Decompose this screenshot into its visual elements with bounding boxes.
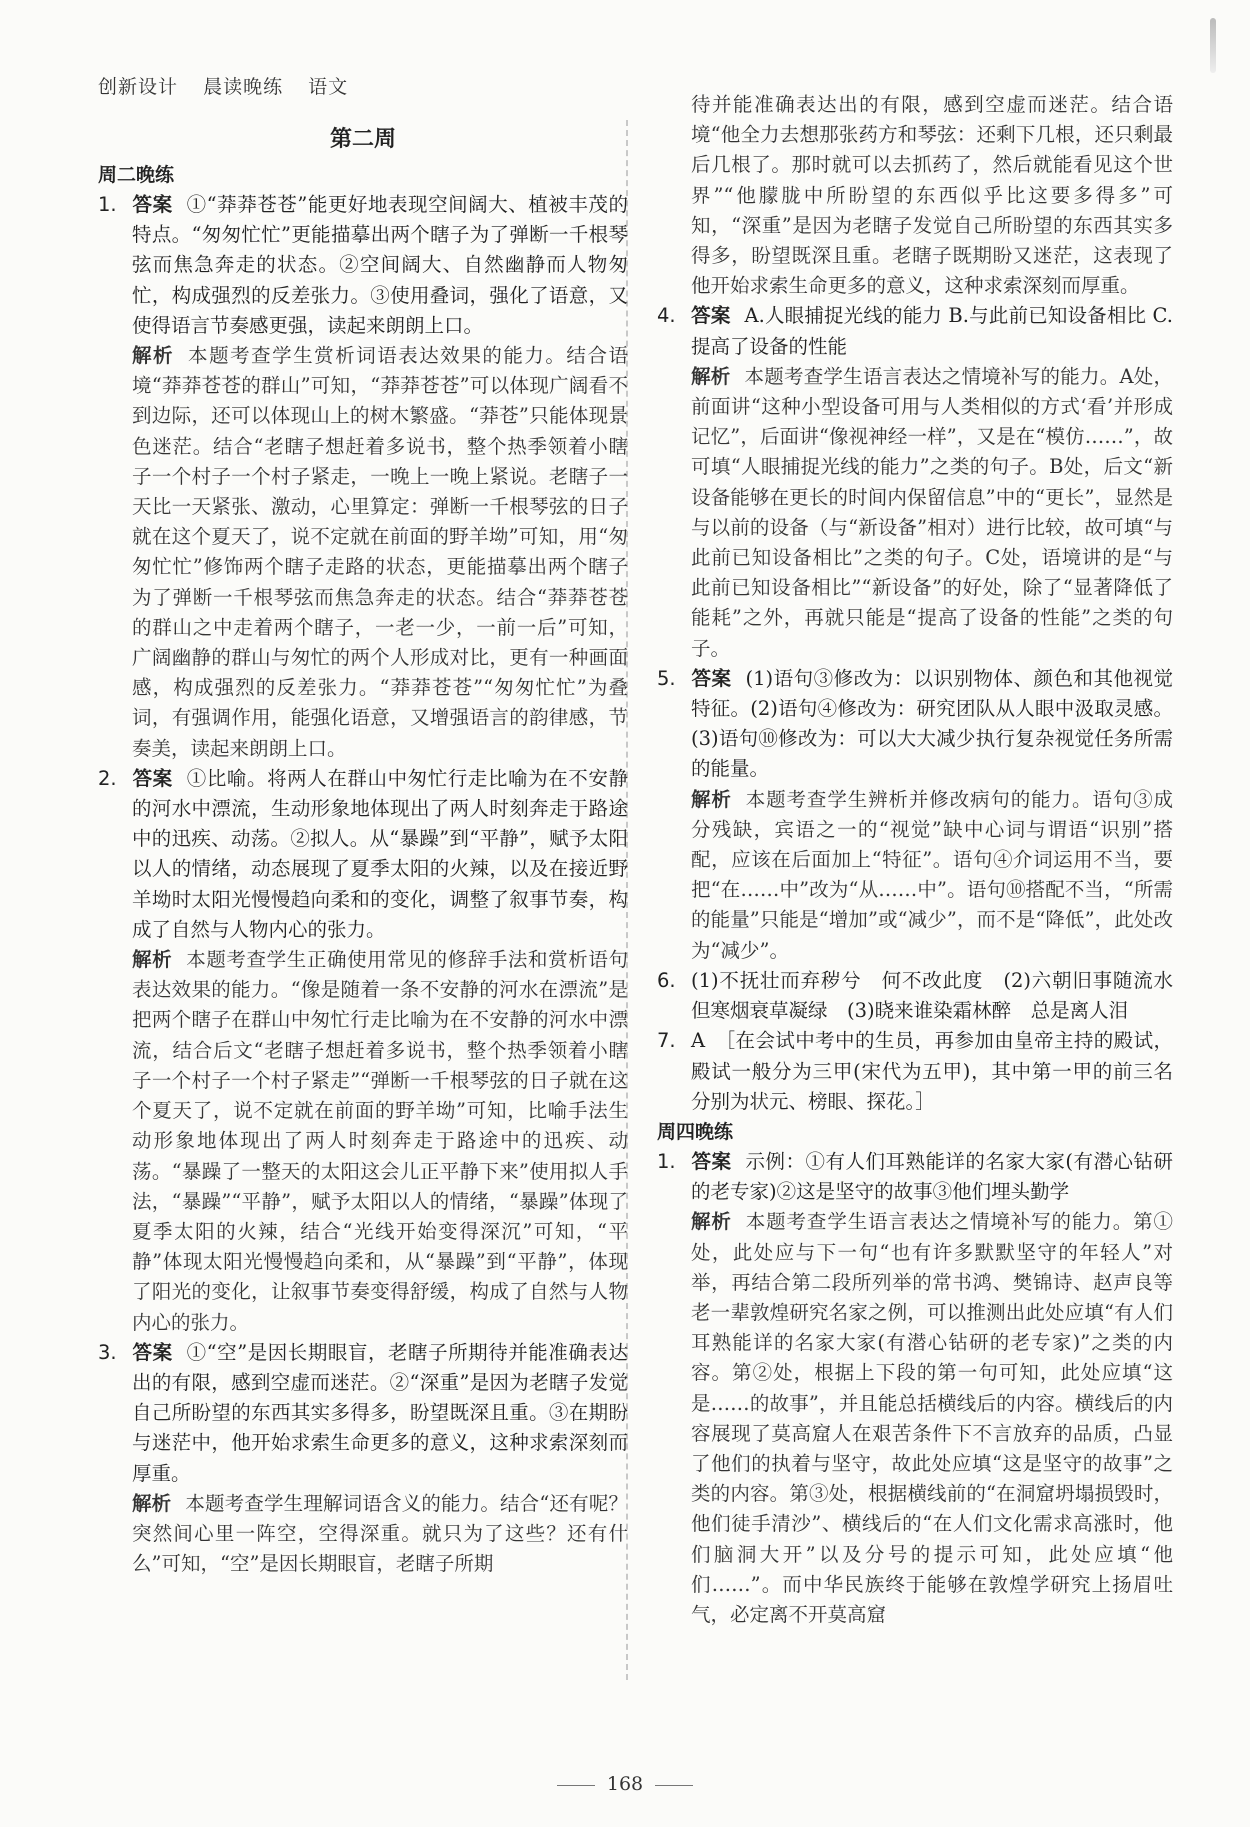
footer-dash-right [655, 1785, 693, 1786]
answer-label: 答案 [132, 1340, 173, 1364]
answer-label: 答案 [132, 766, 173, 790]
header-subject: 语文 [308, 76, 349, 98]
analysis-label: 解析 [132, 1491, 172, 1515]
left-column [98, 124, 628, 1579]
answer-text: A.人眼捕捉光线的能力 B.与此前已知设备相比 C.提高了设备的性能 [691, 304, 1173, 358]
question-number: 1. [98, 193, 117, 216]
analysis-label: 解析 [691, 364, 731, 388]
page-number: 168 [606, 1773, 644, 1795]
answer-label: 答案 [691, 304, 731, 328]
question-number: 7. [657, 1029, 676, 1053]
section-title-tuesday: 周二晚练 [98, 164, 175, 186]
question-2-analysis [98, 945, 628, 1338]
question-5-answer [657, 664, 1173, 785]
section-title-thursday: 周四晚练 [657, 1120, 734, 1143]
question-1-analysis [98, 341, 628, 764]
question-number: 1. [657, 1149, 676, 1173]
analysis-text: 本题考查学生辨析并修改病句的能力。语句③成分残缺，宾语之一的“视觉”缺中心词与谓语“识别”搭配，应该在后面加上“特征”。语句④介词运用不当，要把“在……中”改为“从……中”。语句⑩搭配不当，“所需的能量”只能是“增加”或“减少”，而不是“降低”，此处改为“减少”。 [691, 787, 1173, 962]
running-header [98, 72, 366, 99]
question-number: 6. [657, 968, 676, 992]
question-3-analysis-continued: 待并能准确表达出的有限，感到空虚而迷茫。结合语境“他全力去想那张药方和琴弦：还剩下几根，还只剩最后几根了。那时就可以去抓药了，然后就能看见这个世界”“他朦胧中所盼望的东西似乎比这要多得多”可知，“深重”是因为老瞎子发觉自己所盼望的东西其实多得多，盼望既深且重。老瞎子既期盼又迷茫，这表现了他开始求索生命更多的意义，这种求索深刻而厚重。 [691, 93, 1173, 298]
analysis-label: 解析 [132, 948, 173, 972]
analysis-text: 本题考查学生语言表达之情境补写的能力。A处，前面讲“这种小型设备可用与人类相似的方式‘看’并形成记忆”，后面讲“像视神经一样”，又是在“模仿……”，故可填“人眼捕捉光线的能力”之类的句子。B处，后文“新设备能够在更长的时间内保留信息”中的“更长”，显然是与以前的设备（与“新设备”相对）进行比较，故可填“与此前已知设备相比”之类的句子。C处，语境讲的是“与此前已知设备相比”“新设备”的好处，除了“显著降低了能耗”之外，再就只能是“提高了设备的性能”之类的句子。 [691, 364, 1173, 660]
question-6-answer [657, 966, 1193, 1026]
question-1-answer [98, 190, 628, 341]
analysis-label: 解析 [132, 344, 175, 368]
scan-edge-mark [1210, 18, 1216, 73]
analysis-text: 本题考查学生赏析词语表达效果的能力。结合语境“莽莽苍苍的群山”可知，“莽莽苍苍”可以体现广阔看不到边际，还可以体现山上的树木繁盛。“莽苍”只能体现景色迷茫。结合“老瞎子想赶着多说书，整个热季领着小瞎子一个村子一个村子紧走，一晚上一晚上紧说。老瞎子一天比一天紧张、激动，心里算定：弹断一千根琴弦的日子就在这个夏天了，说不定就在前面的野羊坳”可知，用“匆匆忙忙”修饰两个瞎子走路的状态，更能描摹出两个瞎子为了弹断一千根琴弦而焦急奔走的状态。结合“莽莽苍苍的群山之中走着两个瞎子，一老一少，一前一后”可知，广阔幽静的群山与匆忙的两个人形成对比，更有一种画面感，构成强烈的反差张力。“莽莽苍苍”“匆匆忙忙”为叠词，有强调作用，能强化语意，又增强语言的韵律感，节奏美，读起来朗朗上口。 [132, 344, 628, 760]
header-book-type: 晨读晚练 [203, 76, 284, 98]
question-number: 4. [657, 304, 676, 328]
question-number: 2. [98, 766, 117, 790]
analysis-label: 解析 [691, 1210, 732, 1234]
answer-text: 示例：①有人们耳熟能详的名家大家(有潜心钻研的老专家)②这是坚守的故事③他们埋头勤学 [691, 1149, 1173, 1204]
week-title: 第二周 [329, 127, 396, 152]
answer-label: 答案 [691, 1149, 732, 1173]
analysis-text: 本题考查学生语言表达之情境补写的能力。第①处，此处应与下一句“也有许多默默坚守的年轻人”对举，再结合第二段所列举的常书鸿、樊锦诗、赵声良等老一辈敦煌研究名家之例，可以推测出此处应填“有人们耳熟能详的名家大家(有潜心钻研的老专家)”之类的内容。第②处，根据上下段的第一句可知，此处应填“这是……的故事”，并且能总括横线后的内容。横线后的内容展现了莫高窟人在艰苦条件下不言放弃的品质，凸显了他们的执着与坚守，故此处应填“这是坚守的故事”之类的内容。第③处，根据横线前的“在洞窟坍塌损毁时，他们徒手清沙”、横线后的“在人们文化需求高涨时，他们脑洞大开”以及分号的提示可知，此处应填“他们……”。而中华民族终于能够在敦煌学研究上扬眉吐气，必定离不开莫高窟 [691, 1210, 1173, 1626]
answer-text: ①“空”是因长期眼盲，老瞎子所期待并能准确表达出的有限，感到空虚而迷茫。②“深重”是因为老瞎子发觉自己所盼望的东西其实多得多，盼望既深且重。③在期盼与迷茫中，他开始求索生命更多的意义，这种求索深刻而厚重。 [132, 1340, 628, 1485]
analysis-text: 本题考查学生正确使用常见的修辞手法和赏析语句表达效果的能力。“像是随着一条不安静的河水在漂流”是把两个瞎子在群山中匆忙行走比喻为在不安静的河水中漂流，结合后文“老瞎子想赶着多说书，整个热季领着小瞎子一个村子一个村子紧走”“弹断一千根琴弦的日子就在这个夏天了，说不定就在前面的野羊坳”可知，比喻手法生动形象地体现出了两人时刻奔走于路途中的迅疾、动荡。“暴躁了一整天的太阳这会儿正平静下来”使用拟人手法，“暴躁”“平静”，赋予太阳以人的情绪，“暴躁”体现了夏季太阳的火辣，结合“光线开始变得深沉”可知，“平静”体现太阳光慢慢趋向柔和，从“暴躁”到“平静”，体现了阳光的变化，让叙事节奏变得舒缓，构成了自然与人物内心的张力。 [132, 948, 628, 1334]
thursday-question-1-analysis [657, 1207, 1173, 1630]
answer-text: (1)语句③修改为：以识别物体、颜色和其他视觉特征。(2)语句④修改为：研究团队从人眼中汲取灵感。(3)语句⑩修改为：可以大大减少执行复杂视觉任务所需的能量。 [691, 666, 1173, 781]
answer-label: 答案 [132, 193, 173, 216]
question-7-answer [657, 1026, 1173, 1117]
question-number: 3. [98, 1340, 117, 1364]
answer-text: A ［在会试中考中的生员，再参加由皇帝主持的殿试，殿试一般分为三甲(宋代为五甲)，其中第一甲的前三名分别为状元、榜眼、探花。］ [691, 1029, 1173, 1113]
question-3-answer [98, 1338, 628, 1489]
answer-label: 答案 [691, 666, 732, 690]
answer-text: (1)不抚壮而弃秽兮 何不改此度 (2)六朝旧事随流水 但寒烟衰草凝绿 (3)晓来谁染霜林醉 总是离人泪 [691, 968, 1193, 1023]
answer-text: ①“莽莽苍苍”能更好地表现空间阔大、植被丰茂的特点。“匆匆忙忙”更能描摹出两个瞎子为了弹断一千根琴弦而焦急奔走的状态。②空间阔大、自然幽静而人物匆忙，构成强烈的反差张力。③使用叠词，强化了语意，又使得语言节奏感更强，读起来朗朗上口。 [132, 193, 628, 337]
right-column [657, 90, 1193, 1630]
header-book-series: 创新设计 [98, 76, 179, 98]
footer-dash-left [557, 1785, 595, 1786]
question-4-analysis [657, 362, 1173, 664]
analysis-text: 本题考查学生理解词语含义的能力。结合“还有呢？突然间心里一阵空，空得深重。就只为了这些？还有什么”可知，“空”是因长期眼盲，老瞎子所期 [132, 1491, 628, 1576]
question-5-analysis [657, 785, 1173, 966]
page-footer [0, 1773, 1250, 1795]
question-2-answer [98, 764, 628, 945]
question-4-answer [657, 301, 1173, 361]
answer-text: ①比喻。将两人在群山中匆忙行走比喻为在不安静的河水中漂流，生动形象地体现出了两人时刻奔走于路途中的迅疾、动荡。②拟人。从“暴躁”到“平静”，赋予太阳以人的情绪，动态展现了夏季太阳的火辣，以及在接近野羊坳时太阳光慢慢趋向柔和的变化，调整了叙事节奏，构成了自然与人物内心的张力。 [132, 766, 628, 941]
analysis-label: 解析 [691, 787, 732, 811]
thursday-question-1-answer [657, 1147, 1173, 1207]
question-number: 5. [657, 666, 676, 690]
question-3-analysis [98, 1489, 628, 1580]
